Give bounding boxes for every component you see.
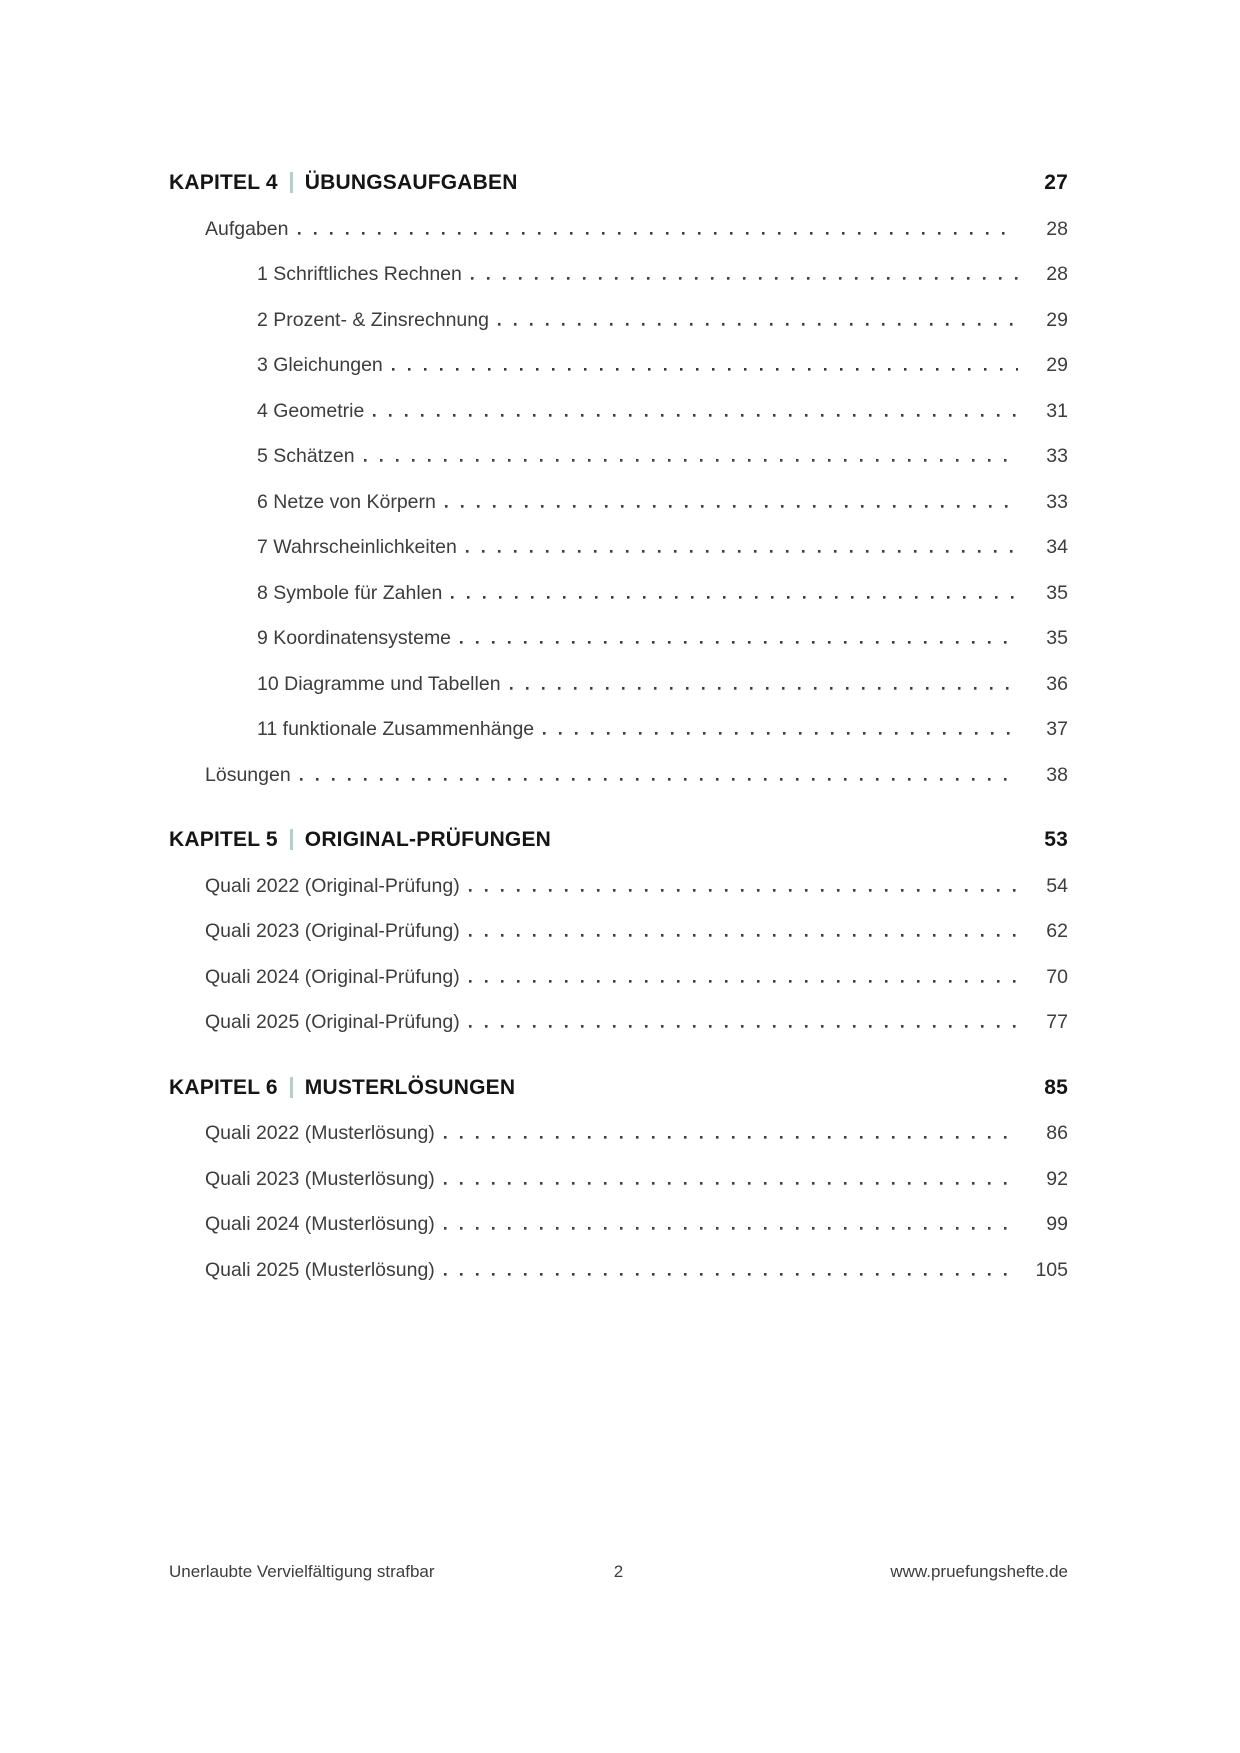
toc-entry-label: 9 Koordinatensysteme bbox=[257, 627, 452, 649]
toc-entry-label: Quali 2025 (Original-Prüfung) bbox=[205, 1011, 460, 1033]
footer-page-number: 2 bbox=[613, 1562, 624, 1581]
toc-entry bbox=[169, 720, 1068, 739]
toc-entry-label: 8 Symbole für Zahlen bbox=[257, 581, 443, 604]
leader-dots bbox=[510, 687, 1018, 690]
leader-dots bbox=[498, 323, 1018, 326]
toc-entry-page: 54 bbox=[1046, 874, 1068, 897]
leader-dots bbox=[392, 368, 1018, 371]
toc-entry bbox=[169, 538, 1068, 557]
toc-entry bbox=[169, 1215, 1068, 1234]
toc-entry bbox=[169, 490, 1068, 513]
toc-entry-page: 77 bbox=[1046, 1011, 1068, 1033]
toc-entry-page: 34 bbox=[1046, 536, 1068, 558]
chapter-label: KAPITEL 4 bbox=[169, 171, 278, 194]
toc-entry-label: Quali 2022 (Musterlösung) bbox=[205, 1122, 435, 1144]
toc-entry bbox=[169, 1258, 1068, 1281]
leader-dots bbox=[471, 277, 1018, 280]
toc-entry-page: 33 bbox=[1046, 490, 1068, 513]
toc-entry-label: 5 Schätzen bbox=[257, 445, 355, 467]
leader-dots bbox=[444, 1136, 1018, 1139]
leader-dots bbox=[469, 934, 1018, 937]
section-entries bbox=[169, 874, 1068, 1033]
toc-section bbox=[169, 829, 1068, 1032]
leader-dots bbox=[469, 889, 1018, 892]
toc-entry-page: 62 bbox=[1046, 920, 1068, 942]
toc-entry bbox=[169, 308, 1068, 331]
footer-copyright-note: Unerlaubte Vervielfältigung strafbar bbox=[169, 1562, 435, 1581]
leader-dots bbox=[444, 1182, 1018, 1185]
toc-entry-page: 29 bbox=[1046, 354, 1068, 376]
toc-entry-page: 29 bbox=[1046, 308, 1068, 331]
toc-entry-label: 1 Schriftliches Rechnen bbox=[257, 263, 462, 285]
chapter-label: KAPITEL 6 bbox=[169, 1075, 278, 1099]
toc-entry bbox=[169, 447, 1068, 466]
toc-entry-label: 4 Geometrie bbox=[257, 399, 365, 422]
toc-entry-page: 31 bbox=[1046, 399, 1068, 422]
leader-dots bbox=[543, 732, 1018, 735]
toc-entry bbox=[169, 629, 1068, 648]
chapter-page-number: 53 bbox=[1044, 828, 1068, 851]
toc-entry-label: 3 Gleichungen bbox=[257, 354, 383, 376]
toc-entry-page: 35 bbox=[1046, 627, 1068, 649]
leader-dots bbox=[364, 459, 1018, 462]
leader-dots bbox=[466, 550, 1018, 553]
toc-entry-label: 7 Wahrscheinlichkeiten bbox=[257, 536, 457, 558]
chapter-page-number: 85 bbox=[1044, 1075, 1068, 1099]
chapter-page-number: 27 bbox=[1044, 171, 1068, 194]
toc-entry-page: 37 bbox=[1046, 718, 1068, 740]
toc-entry bbox=[169, 763, 1068, 786]
leader-dots bbox=[445, 505, 1018, 508]
leader-dots bbox=[469, 980, 1018, 983]
toc-entry bbox=[169, 217, 1068, 240]
chapter-separator-bar bbox=[290, 1077, 293, 1098]
chapter-heading bbox=[169, 829, 1068, 850]
leader-dots bbox=[373, 414, 1018, 417]
toc-entry-label: 2 Prozent- & Zinsrechnung bbox=[257, 308, 489, 331]
toc bbox=[169, 172, 1068, 1280]
toc-entry-label: Quali 2025 (Musterlösung) bbox=[205, 1258, 435, 1281]
toc-entry-label: Quali 2022 (Original-Prüfung) bbox=[205, 874, 460, 897]
toc-section bbox=[169, 172, 1068, 785]
section-entries bbox=[169, 1124, 1068, 1280]
toc-entry bbox=[169, 581, 1068, 604]
toc-entry bbox=[169, 1167, 1068, 1190]
chapter-title: ORIGINAL-PRÜFUNGEN bbox=[304, 828, 552, 851]
toc-entry-page: 99 bbox=[1046, 1213, 1068, 1235]
toc-entry bbox=[169, 922, 1068, 941]
toc-entry-page: 28 bbox=[1046, 263, 1068, 285]
chapter-separator-bar bbox=[290, 829, 293, 850]
chapter-heading bbox=[169, 1077, 1068, 1098]
toc-entry-label: Quali 2023 (Original-Prüfung) bbox=[205, 920, 460, 942]
toc-entry-page: 38 bbox=[1046, 763, 1068, 786]
toc-entry bbox=[169, 1124, 1068, 1143]
chapter-label: KAPITEL 5 bbox=[169, 828, 278, 851]
toc-entry bbox=[169, 356, 1068, 375]
toc-entry bbox=[169, 399, 1068, 422]
chapter-separator-bar bbox=[290, 172, 293, 193]
footer-website-link[interactable]: www.pruefungshefte.de bbox=[890, 1562, 1069, 1581]
chapter-heading bbox=[169, 172, 1068, 193]
toc-entry-page: 36 bbox=[1046, 672, 1068, 695]
toc-entry-label: 10 Diagramme und Tabellen bbox=[257, 672, 501, 695]
leader-dots bbox=[451, 596, 1018, 599]
leader-dots bbox=[469, 1025, 1018, 1028]
chapter-title: ÜBUNGSAUFGABEN bbox=[304, 171, 518, 194]
toc-entry-label: Quali 2024 (Original-Prüfung) bbox=[205, 965, 460, 988]
toc-entry-label: Aufgaben bbox=[205, 217, 289, 240]
toc-entry bbox=[169, 874, 1068, 897]
toc-entry-label: 11 funktionale Zusammenhänge bbox=[257, 718, 535, 740]
toc-entry-page: 33 bbox=[1046, 445, 1068, 467]
leader-dots bbox=[298, 232, 1019, 235]
toc-entry bbox=[169, 965, 1068, 988]
toc-entry-page: 86 bbox=[1046, 1122, 1068, 1144]
toc-section bbox=[169, 1077, 1068, 1280]
toc-entry bbox=[169, 265, 1068, 284]
toc-entry-label: Quali 2024 (Musterlösung) bbox=[205, 1213, 435, 1235]
toc-entry-page: 105 bbox=[1035, 1258, 1068, 1281]
toc-entry bbox=[169, 1013, 1068, 1032]
leader-dots bbox=[300, 778, 1018, 781]
section-entries bbox=[169, 217, 1068, 786]
toc-entry-page: 92 bbox=[1046, 1167, 1068, 1190]
toc-entry-page: 35 bbox=[1046, 581, 1068, 604]
leader-dots bbox=[460, 641, 1018, 644]
toc-entry-page: 70 bbox=[1046, 965, 1068, 988]
toc-entry-label: 6 Netze von Körpern bbox=[257, 490, 436, 513]
toc-entry bbox=[169, 672, 1068, 695]
page-footer bbox=[169, 1563, 1068, 1580]
chapter-title: MUSTERLÖSUNGEN bbox=[304, 1075, 516, 1099]
toc-entry-label: Quali 2023 (Musterlösung) bbox=[205, 1167, 435, 1190]
toc-entry-label: Lösungen bbox=[205, 763, 291, 786]
leader-dots bbox=[444, 1273, 1018, 1276]
toc-entry-page: 28 bbox=[1046, 217, 1068, 240]
leader-dots bbox=[444, 1227, 1018, 1230]
